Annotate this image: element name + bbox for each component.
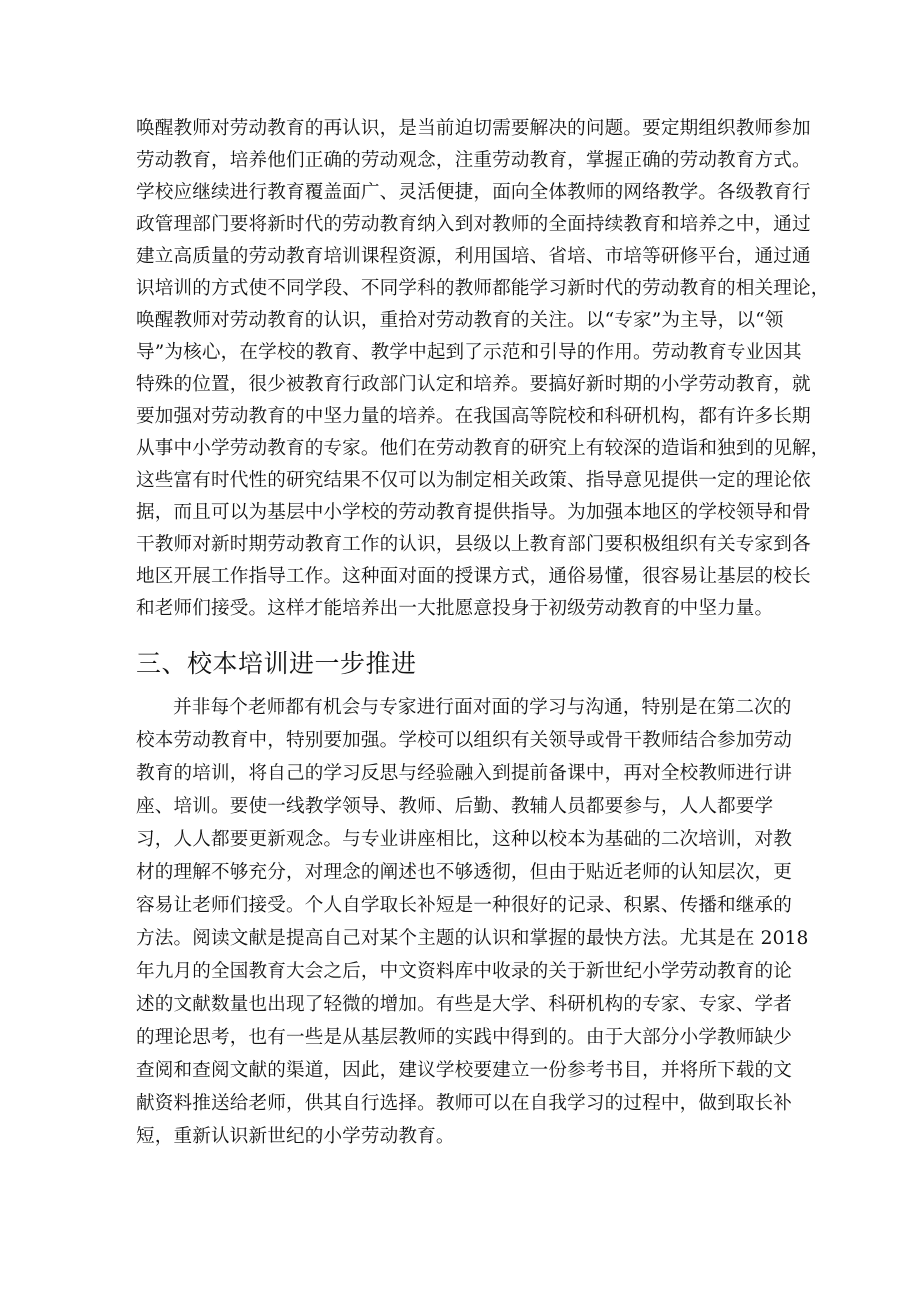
paragraph-line: 教育的培训，将自己的学习反思与经验融入到提前备课中，再对全校教师进行讲	[136, 763, 793, 784]
paragraph-line: 和老师们接受。这样才能培养出一大批愿意投身于初级劳动教育的中坚力量。	[136, 598, 774, 619]
paragraph-line: 学校应继续进行教育覆盖面广、灵活便捷，面向全体教师的网络教学。各级教育行	[136, 182, 811, 203]
paragraph-line: 从事中小学劳动教育的专家。他们在劳动教育的研究上有较深的造诣和独到的见解，	[136, 438, 830, 459]
paragraph-line: 要加强对劳动教育的中坚力量的培养。在我国高等院校和科研机构，都有许多长期	[136, 406, 811, 427]
paragraph-line: 据，而且可以为基层中小学校的劳动教育提供指导。为加强本地区的学校领导和骨	[136, 502, 811, 523]
paragraph-line: 建立高质量的劳动教育培训课程资源，利用国培、省培、市培等研修平台，通过通	[136, 246, 811, 267]
paragraph-line: 干教师对新时期劳动教育工作的认识，县级以上教育部门要积极组织有关专家到各	[136, 534, 811, 555]
paragraph-line: 唤醒教师对劳动教育的认识，重拾对劳动教育的关注。以“专家”为主导，以“领	[136, 310, 784, 331]
paragraph-line: 政管理部门要将新时代的劳动教育纳入到对教师的全面持续教育和培养之中，通过	[136, 214, 811, 235]
paragraph-line: 校本劳动教育中，特别要加强。学校可以组织有关领导或骨干教师结合参加劳动	[136, 730, 793, 751]
paragraph-line: 容易让老师们接受。个人自学取长补短是一种很好的记录、积累、传播和继承的	[136, 895, 793, 916]
paragraph-line: 方法。阅读文献是提高自己对某个主题的认识和掌握的最快方法。尤其是在 2018	[136, 928, 809, 949]
section-heading: 三、校本培训进一步推进	[136, 649, 417, 678]
paragraph-line: 献资料推送给老师，供其自行选择。教师可以在自我学习的过程中，做到取长补	[136, 1093, 793, 1114]
paragraph-line: 的理论思考，也有一些是从基层教师的实践中得到的。由于大部分小学教师缺少	[136, 1027, 793, 1048]
paragraph-line: 短，重新认识新世纪的小学劳动教育。	[136, 1126, 455, 1147]
paragraph-line: 并非每个老师都有机会与专家进行面对面的学习与沟通，特别是在第二次的	[173, 697, 792, 718]
paragraph-line: 地区开展工作指导工作。这种面对面的授课方式，通俗易懂，很容易让基层的校长	[136, 566, 811, 587]
paragraph-line: 座、培训。要使一线教学领导、教师、后勤、教辅人员都要参与，人人都要学	[136, 796, 774, 817]
paragraph-line: 查阅和查阅文献的渠道，因此，建议学校要建立一份参考书目，并将所下载的文	[136, 1060, 793, 1081]
paragraph-line: 特殊的位置，很少被教育行政部门认定和培养。要搞好新时期的小学劳动教育，就	[136, 374, 811, 395]
paragraph-line: 唤醒教师对劳动教育的再认识，是当前迫切需要解决的问题。要定期组织教师参加	[136, 118, 811, 139]
paragraph-line: 这些富有时代性的研究结果不仅可以为制定相关政策、指导意见提供一定的理论依	[136, 470, 811, 491]
paragraph-line: 年九月的全国教育大会之后，中文资料库中收录的关于新世纪小学劳动教育的论	[136, 961, 793, 982]
paragraph-line: 材的理解不够充分，对理念的阐述也不够透彻，但由于贴近老师的认知层次，更	[136, 862, 793, 883]
paragraph-line: 劳动教育，培养他们正确的劳动观念，注重劳动教育，掌握正确的劳动教育方式。	[136, 150, 811, 171]
paragraph-line: 习，人人都要更新观念。与专业讲座相比，这种以校本为基础的二次培训，对教	[136, 829, 793, 850]
paragraph-line: 述的文献数量也出现了轻微的增加。有些是大学、科研机构的专家、专家、学者	[136, 994, 793, 1015]
paragraph-line: 导”为核心，在学校的教育、教学中起到了示范和引导的作用。劳动教育专业因其	[136, 342, 802, 363]
paragraph-line: 识培训的方式使不同学段、不同学科的教师都能学习新时代的劳动教育的相关理论，	[136, 278, 830, 299]
